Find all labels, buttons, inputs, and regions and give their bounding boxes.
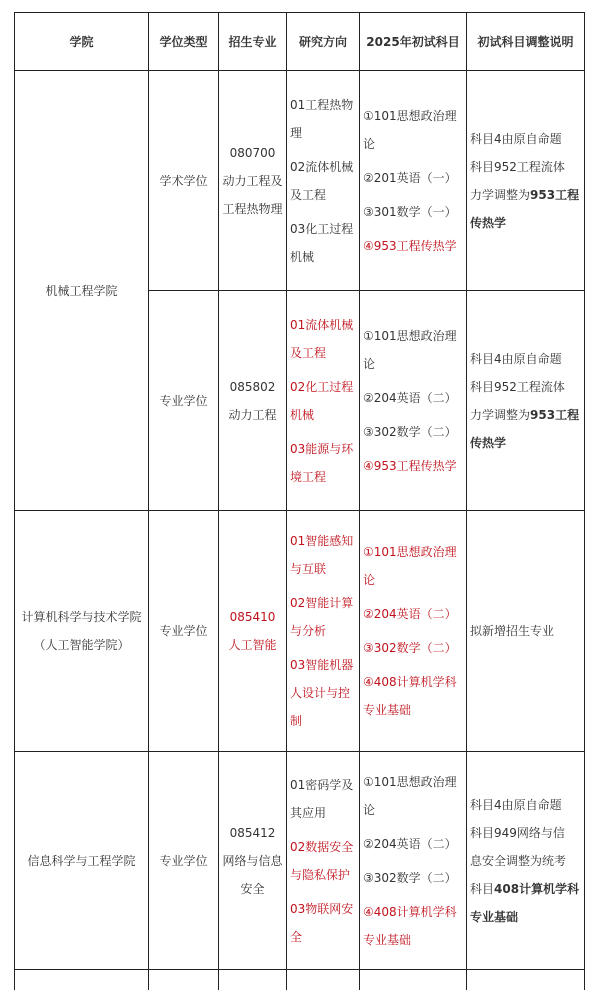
empty-cell bbox=[219, 970, 287, 990]
note-bold-subject: 953工程传热学 bbox=[470, 408, 579, 450]
subject-item: ③301数学（一） bbox=[363, 198, 464, 226]
direction-item: 02智能计算与分析 bbox=[290, 589, 355, 645]
direction-item: 03能源与环境工程 bbox=[290, 435, 355, 491]
note-line: 科目 bbox=[470, 882, 494, 896]
subject-item: ④408计算机学科专业基础 bbox=[363, 668, 464, 724]
college-cell bbox=[15, 752, 149, 970]
note-line: 科目4由原自命题 bbox=[470, 125, 580, 153]
major-name: 网络与信息安全 bbox=[219, 847, 286, 903]
subject-item: ②204英语（二） bbox=[363, 830, 464, 858]
direction-item: 01密码学及其应用 bbox=[290, 771, 355, 827]
header-direction: 研究方向 bbox=[287, 13, 360, 71]
empty-cell bbox=[287, 970, 360, 990]
note-line: 力学调整为 bbox=[470, 408, 530, 422]
direction-cell bbox=[287, 511, 360, 752]
note-line: 科目4由原自命题 bbox=[470, 791, 580, 819]
direction-cell bbox=[287, 752, 360, 970]
subject-item-changed: ④953工程传热学 bbox=[363, 232, 464, 260]
table-row bbox=[15, 752, 585, 970]
table-row-partial bbox=[15, 970, 585, 990]
subjects-cell bbox=[360, 291, 467, 511]
note-line: 科目949网络与信 bbox=[470, 819, 580, 847]
direction-cell bbox=[287, 71, 360, 291]
major-cell bbox=[219, 752, 287, 970]
note-line: 科目4由原自命题 bbox=[470, 345, 580, 373]
subject-item: ②201英语（一） bbox=[363, 164, 464, 192]
direction-item: 01智能感知与互联 bbox=[290, 527, 355, 583]
note-line: 科目952工程流体 bbox=[470, 153, 580, 181]
major-code: 085412 bbox=[219, 819, 286, 847]
major-name: 人工智能 bbox=[219, 631, 286, 659]
degree-cell: 专业学位 bbox=[149, 752, 219, 970]
note-cell bbox=[467, 291, 585, 511]
direction-item: 02流体机械及工程 bbox=[290, 153, 355, 209]
subjects-cell bbox=[360, 71, 467, 291]
direction-item: 03化工过程机械 bbox=[290, 215, 355, 271]
subject-item: ③302数学（二） bbox=[363, 634, 464, 662]
subject-item: ③302数学（二） bbox=[363, 418, 464, 446]
college-name: 计算机科学与技术学院 bbox=[15, 603, 148, 631]
direction-cell bbox=[287, 291, 360, 511]
empty-cell bbox=[15, 970, 149, 990]
major-code: 080700 bbox=[219, 139, 286, 167]
major-code: 085410 bbox=[219, 603, 286, 631]
major-name: 动力工程 bbox=[219, 401, 286, 429]
major-name: 动力工程及工程热物理 bbox=[219, 167, 286, 223]
subject-item-changed: ④953工程传热学 bbox=[363, 452, 464, 480]
note-cell bbox=[467, 752, 585, 970]
admission-subjects-table bbox=[14, 12, 585, 990]
degree-cell: 专业学位 bbox=[149, 291, 219, 511]
note-line: 力学调整为 bbox=[470, 188, 530, 202]
note-cell: 拟新增招生专业 bbox=[467, 511, 585, 752]
header-exam-subjects: 2025年初试科目 bbox=[360, 13, 467, 71]
college-name: 机械工程学院 bbox=[45, 284, 117, 298]
subject-item: ①101思想政治理论 bbox=[363, 538, 464, 594]
major-code: 085802 bbox=[219, 373, 286, 401]
subjects-cell bbox=[360, 752, 467, 970]
direction-item: 02化工过程机械 bbox=[290, 373, 355, 429]
college-subname: （人工智能学院） bbox=[15, 631, 148, 659]
header-row bbox=[15, 13, 585, 71]
major-cell bbox=[219, 71, 287, 291]
subject-item: ②204英语（二） bbox=[363, 384, 464, 412]
table-row bbox=[15, 71, 585, 291]
subject-item: ①101思想政治理论 bbox=[363, 322, 464, 378]
note-bold-subject: 953工程传热学 bbox=[470, 188, 579, 230]
direction-item: 01工程热物理 bbox=[290, 91, 355, 147]
direction-item-new: 03物联网安全 bbox=[290, 895, 355, 951]
college-cell bbox=[15, 71, 149, 511]
college-name: 信息科学与工程学院 bbox=[27, 854, 135, 868]
college-cell bbox=[15, 511, 149, 752]
note-cell bbox=[467, 71, 585, 291]
subject-item-changed: ④408计算机学科专业基础 bbox=[363, 898, 464, 954]
major-cell bbox=[219, 291, 287, 511]
table-row bbox=[15, 511, 585, 752]
direction-item: 01流体机械及工程 bbox=[290, 311, 355, 367]
note-bold-subject: 408计算机学科专业基础 bbox=[470, 882, 579, 924]
note-line: 科目952工程流体 bbox=[470, 373, 580, 401]
subject-item: ②204英语（二） bbox=[363, 600, 464, 628]
empty-cell bbox=[149, 970, 219, 990]
header-degree-type: 学位类型 bbox=[149, 13, 219, 71]
degree-cell: 学术学位 bbox=[149, 71, 219, 291]
direction-item-new: 02数据安全与隐私保护 bbox=[290, 833, 355, 889]
empty-cell bbox=[467, 970, 585, 990]
subject-item: ①101思想政治理论 bbox=[363, 768, 464, 824]
empty-cell bbox=[360, 970, 467, 990]
subject-item: ③302数学（二） bbox=[363, 864, 464, 892]
subject-item: ①101思想政治理论 bbox=[363, 102, 464, 158]
subjects-cell bbox=[360, 511, 467, 752]
degree-cell: 专业学位 bbox=[149, 511, 219, 752]
major-cell bbox=[219, 511, 287, 752]
header-major: 招生专业 bbox=[219, 13, 287, 71]
header-adjustment-note: 初试科目调整说明 bbox=[467, 13, 585, 71]
direction-item: 03智能机器人设计与控制 bbox=[290, 651, 355, 735]
header-college: 学院 bbox=[15, 13, 149, 71]
note-line: 息安全调整为统考 bbox=[470, 847, 580, 875]
